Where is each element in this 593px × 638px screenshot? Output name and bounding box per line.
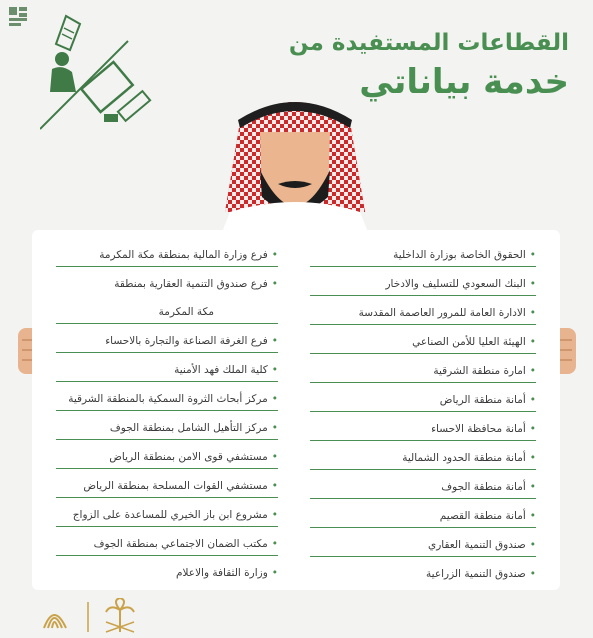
list-item: •الهيئة العليا للأمن الصناعي [310,325,536,354]
page-title-line2: خدمة بياناتي [359,62,569,102]
palm-swords-emblem-icon [40,598,140,638]
list-item: •فرع وزارة المالية بمنطقة مكة المكرمة [56,238,278,267]
list-right [310,238,536,585]
list-item: •البنك السعودي للتسليف والادخار [310,267,536,296]
list-item: •الادارة العامة للمرور العاصمة المقدسة [310,296,536,325]
list-item: •وزارة الثقافة والاعلام [176,567,278,579]
list-item: •صندوق التنمية الزراعية [426,568,536,580]
list-item: •أمانة منطقة الرياض [310,383,536,412]
list-item: •امارة منطقة الشرقية [310,354,536,383]
sa-news-logo-icon [6,4,32,32]
list-item: •مركز التأهيل الشامل بمنطقة الجوف [56,411,278,440]
list-item: •فرع الغرفة الصناعة والتجارة بالاحساء [56,324,278,353]
list-item: •مشروع ابن باز الخيري للمساعدة على الزواج [56,498,278,527]
user-at-computer-icon [40,14,155,138]
page-title-line1: القطاعات المستفيدة من [288,30,569,56]
list-item: •الحقوق الخاصة بوزارة الداخلية [310,238,536,267]
list-item: •مكتب الضمان الاجتماعي بمنطقة الجوف [56,527,278,556]
list-item: •كلية الملك فهد الأمنية [56,353,278,382]
list-item: •أمانة منطقة الجوف [310,470,536,499]
list-item: •مركز أبحاث الثروة السمكية بالمنطقة الشرقية [56,382,278,411]
list-item: •مستشفي القوات المسلحة بمنطقة الرياض [56,469,278,498]
list-item: •أمانة منطقة القصيم [310,499,536,528]
list-item: •صندوق التنمية العقاري [310,528,536,557]
character-illustration [200,92,390,241]
list-item-continuation: مكة المكرمة [56,295,278,324]
list-item: •أمانة محافظة الاحساء [310,412,536,441]
list-item: •أمانة منطقة الحدود الشمالية [310,441,536,470]
beneficiaries-card [32,230,560,590]
list-item: •مستشفي قوى الامن بمنطقة الرياض [56,440,278,469]
list-item: •فرع صندوق التنمية العقارية بمنطقة [114,278,278,290]
list-left [56,238,278,584]
